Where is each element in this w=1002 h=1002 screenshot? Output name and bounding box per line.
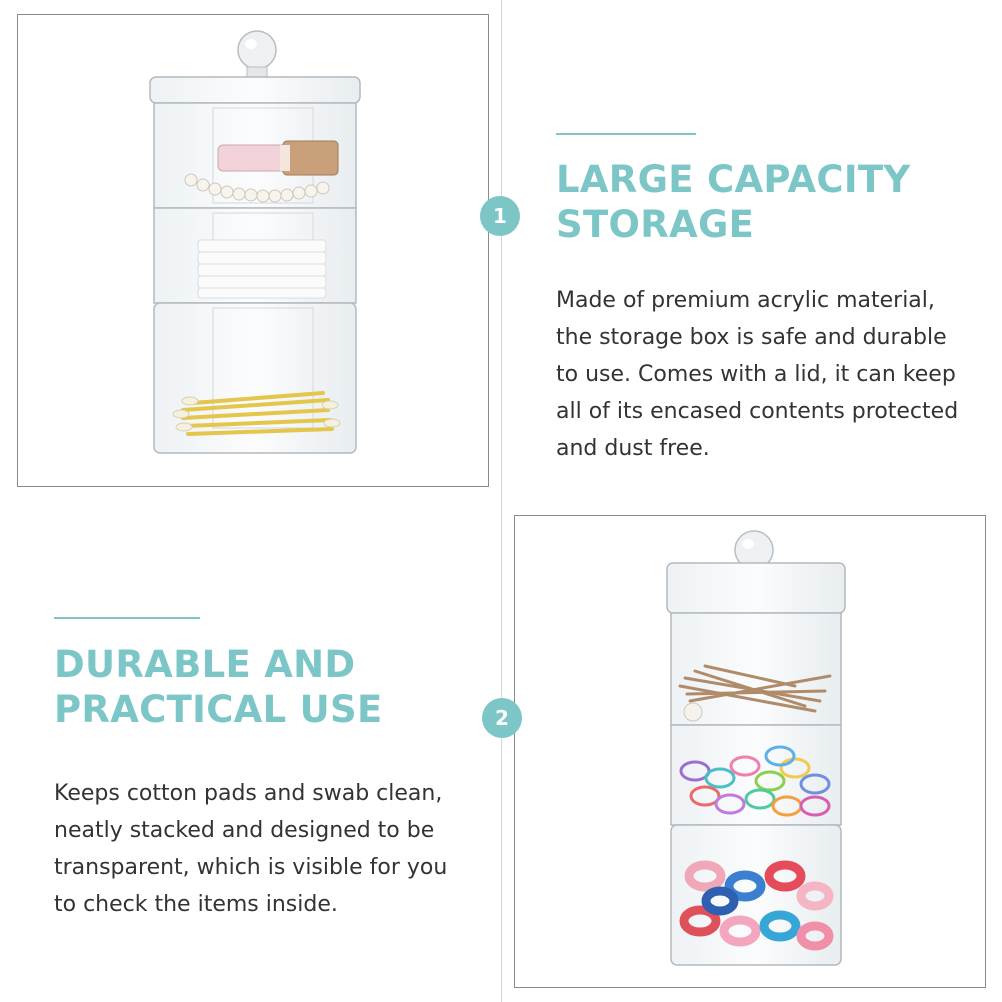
product-photo-storage-box-1 — [18, 15, 488, 486]
step-badge-2: 2 — [482, 698, 522, 738]
accent-line-2 — [54, 617, 200, 619]
heading-large-capacity-storage: LARGE CAPACITY STORAGE — [556, 158, 911, 246]
description-1: Made of premium acrylic material, the storage box is safe and durable to use. Comes with a lid, it can keep all of its encased contents protected and dust free. — [556, 288, 959, 461]
accent-line-1 — [556, 133, 696, 135]
product-image-frame-1 — [17, 14, 489, 487]
description-2: Keeps cotton pads and swab clean, neatly stacked and designed to be transparent, which is visible for you to check the items inside. — [54, 781, 448, 917]
step-badge-1: 1 — [480, 196, 520, 236]
center-divider — [501, 0, 502, 1002]
product-photo-storage-box-2 — [515, 516, 985, 987]
product-image-frame-2 — [514, 515, 986, 988]
heading-durable-practical-use: DURABLE AND PRACTICAL USE — [54, 643, 383, 731]
